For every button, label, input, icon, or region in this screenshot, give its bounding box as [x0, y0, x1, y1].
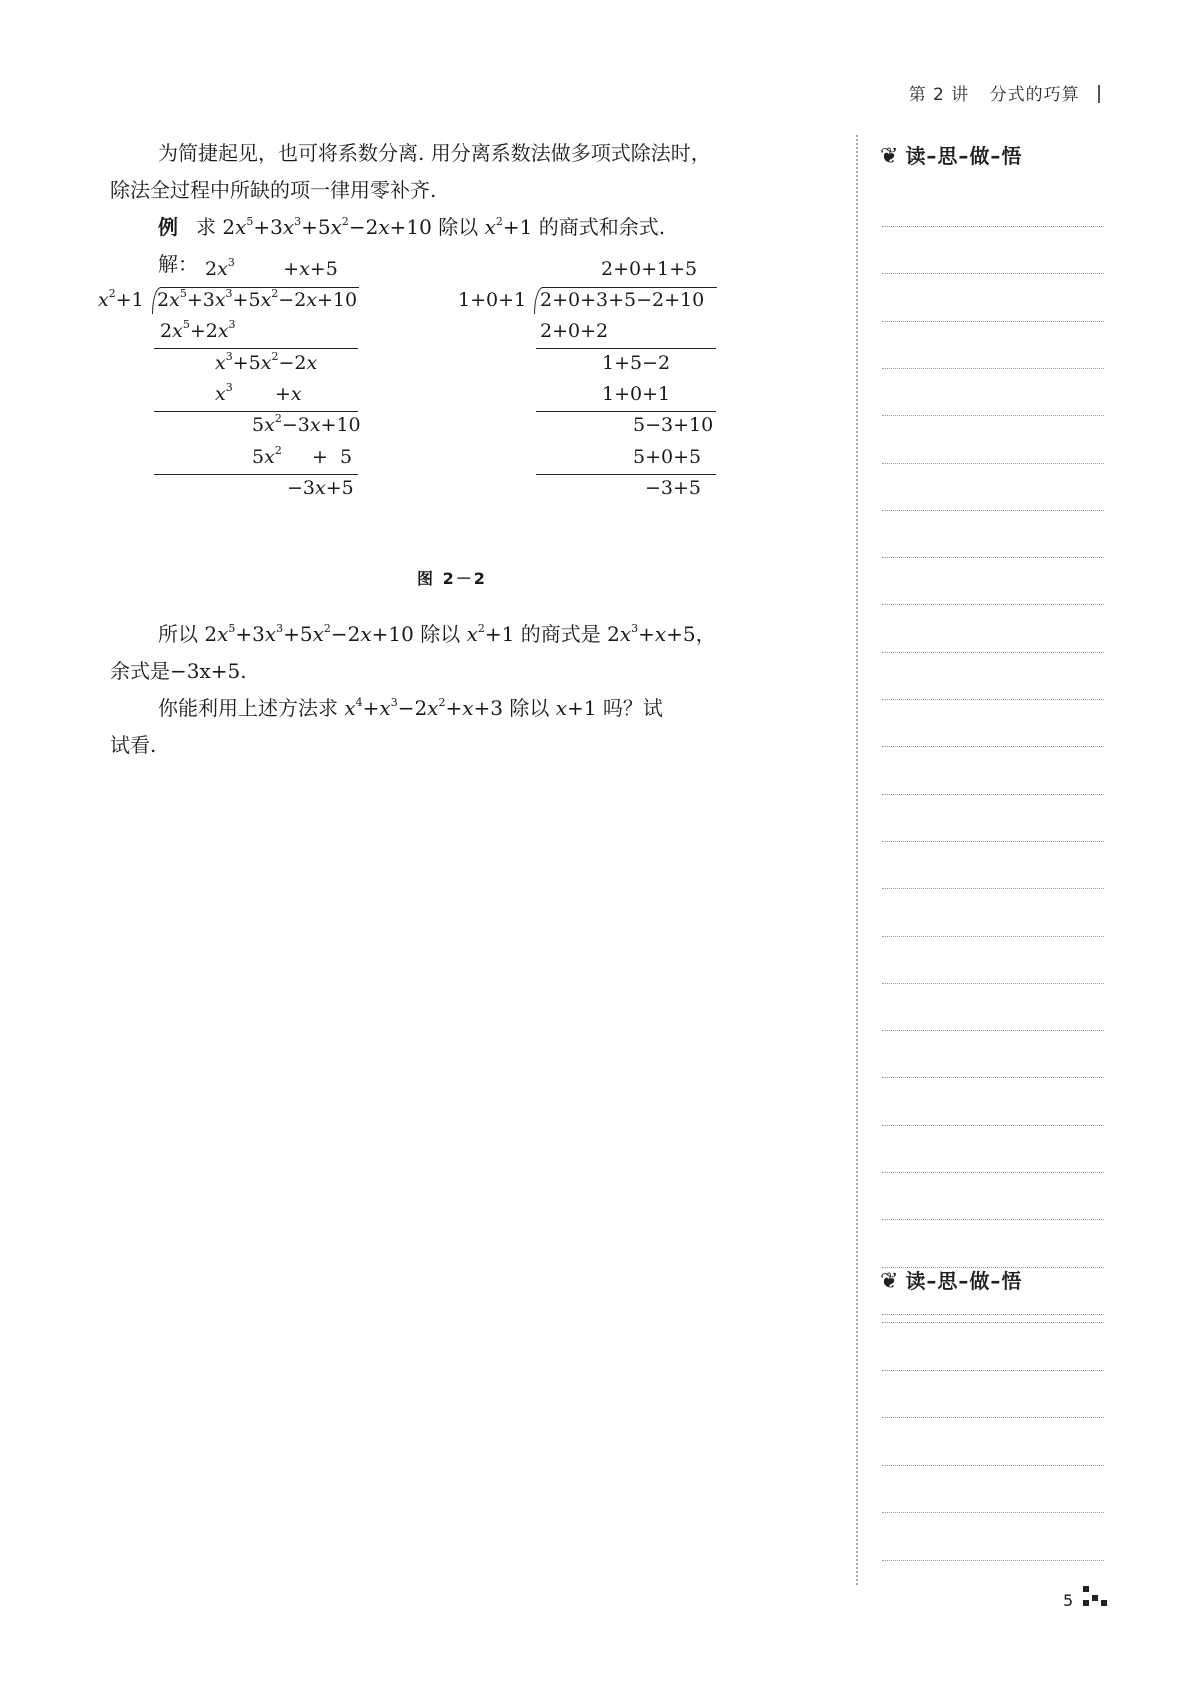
step-right-2: 1+5−2 [602, 352, 671, 374]
figure-caption: 图 2－2 [417, 569, 487, 588]
question-divisor: x+1 [555, 696, 597, 720]
conclusion-line [110, 616, 830, 653]
step-right-3: 1+0+1 [602, 383, 671, 405]
sidebar-divider [856, 135, 858, 1585]
leaf-icon: ❦ [880, 144, 900, 169]
question-dividend: $x^4+x^3-2x^2+x+3$ [344, 696, 503, 720]
chapter-label: 第 2 讲 [908, 85, 970, 105]
dividend-left: $2x^5+3x^3+5x^2-2x+10$ [157, 287, 358, 311]
note-line [882, 368, 1104, 369]
remainder-left: −3x+5 [287, 477, 354, 499]
note-line [882, 1219, 1104, 1220]
question-b: 除以 [502, 696, 556, 720]
step-left-2: $x^3+5x^2-2x$ [215, 350, 318, 374]
running-header [909, 80, 1100, 105]
step-left-1: $2x^5+2x^3$ [160, 318, 236, 342]
step-left-5: $5x^2$ + 5 [252, 444, 353, 468]
rule-left-2 [154, 411, 358, 412]
conclusion-remainder: −3x+5 [170, 659, 241, 683]
quotient-left: $2x^3$ +x+5 [205, 256, 338, 280]
step-right-1: 2+0+2 [540, 320, 609, 342]
dividend-right: 2+0+3+5−2+10 [540, 289, 705, 311]
example-dividend: $2x^5+3x^3+5x^2-2x+10$ [222, 215, 432, 239]
note-line [882, 1125, 1104, 1126]
note-line [882, 1560, 1104, 1561]
conclusion-g: . [240, 659, 247, 683]
intro-line-1: 为简捷起见，也可将系数分离. 用分离系数法做多项式除法时， [158, 141, 711, 165]
question-line [110, 690, 830, 727]
step-left-4: $5x^2-3x+10$ [252, 412, 361, 436]
example-text-b: 除以 [431, 215, 485, 239]
note-line [882, 1370, 1104, 1371]
step-right-4: 5−3+10 [633, 414, 714, 436]
conclusion-c: 的商式是 [514, 622, 608, 646]
note-line [882, 888, 1104, 889]
note-line [882, 1322, 1104, 1323]
sidebar-title-bottom [880, 1265, 1022, 1294]
sidebar-title-text: 读–思–做–悟 [905, 1269, 1023, 1293]
conclusion-a: 所以 [158, 622, 205, 646]
page-number: 5 [1063, 1591, 1074, 1610]
chapter-title: 分式的巧算 [989, 85, 1080, 105]
quotient-right: 2+0+1+5 [601, 258, 698, 280]
rule-right-2 [536, 411, 716, 412]
question-a: 你能利用上述方法求 [158, 696, 345, 720]
conclusion-text [110, 616, 830, 764]
conclusion-e: 余式是 [110, 659, 170, 683]
conclusion-b: 除以 [413, 622, 467, 646]
sidebar-title-text: 读–思–做–悟 [905, 144, 1023, 168]
question-line-2: 试看. [110, 733, 157, 757]
note-line [882, 1465, 1104, 1466]
note-line [882, 1267, 1104, 1268]
note-line [882, 746, 1104, 747]
divisor-left: $x^2+1$ [98, 287, 144, 311]
sidebar-title-top [880, 140, 1022, 169]
intro-line-2: 除法全过程中所缺的项一律用零补齐. [110, 178, 437, 202]
rule-left-1 [154, 348, 358, 349]
note-line [882, 1417, 1104, 1418]
example-text-a: 求 [196, 215, 223, 239]
rule-right-3 [536, 474, 716, 475]
note-line [882, 415, 1104, 416]
note-line [882, 794, 1104, 795]
note-line [882, 557, 1104, 558]
example-text-c: 的商式和余式. [532, 215, 666, 239]
note-line [882, 510, 1104, 511]
rule-left-3 [154, 474, 358, 475]
note-line [882, 983, 1104, 984]
conclusion-divisor: $x^2+1$ [466, 622, 515, 646]
divisor-right: 1+0+1 [458, 289, 527, 311]
note-line [882, 604, 1104, 605]
note-line [882, 1172, 1104, 1173]
example-divisor: $x^2+1$ [484, 215, 533, 239]
remainder-right: −3+5 [645, 477, 702, 499]
note-line [882, 1512, 1104, 1513]
header-divider [1098, 85, 1100, 103]
note-line [882, 226, 1104, 227]
question-c: 吗？试 [596, 696, 663, 720]
conclusion-quotient: $2x^3+x+5$ [607, 622, 696, 646]
example-label: 例 [158, 215, 178, 239]
page-ornament [1083, 1586, 1109, 1610]
solution-label: 解： [158, 252, 198, 276]
step-right-5: 5+0+5 [633, 446, 702, 468]
conclusion-dividend: $2x^5+3x^3+5x^2-2x+10$ [204, 622, 414, 646]
leaf-icon: ❦ [880, 1269, 900, 1294]
note-line [882, 463, 1104, 464]
note-line [882, 1077, 1104, 1078]
note-line [882, 652, 1104, 653]
note-line [882, 321, 1104, 322]
note-line [882, 1314, 1104, 1315]
note-line [882, 936, 1104, 937]
rule-right-1 [536, 348, 716, 349]
note-line [882, 1030, 1104, 1031]
note-line [882, 273, 1104, 274]
remainder-line [110, 653, 830, 690]
conclusion-d: ， [695, 622, 716, 646]
step-left-3: $x^3$ +x [215, 381, 302, 405]
example-statement [110, 209, 830, 246]
note-line [882, 841, 1104, 842]
note-line [882, 699, 1104, 700]
